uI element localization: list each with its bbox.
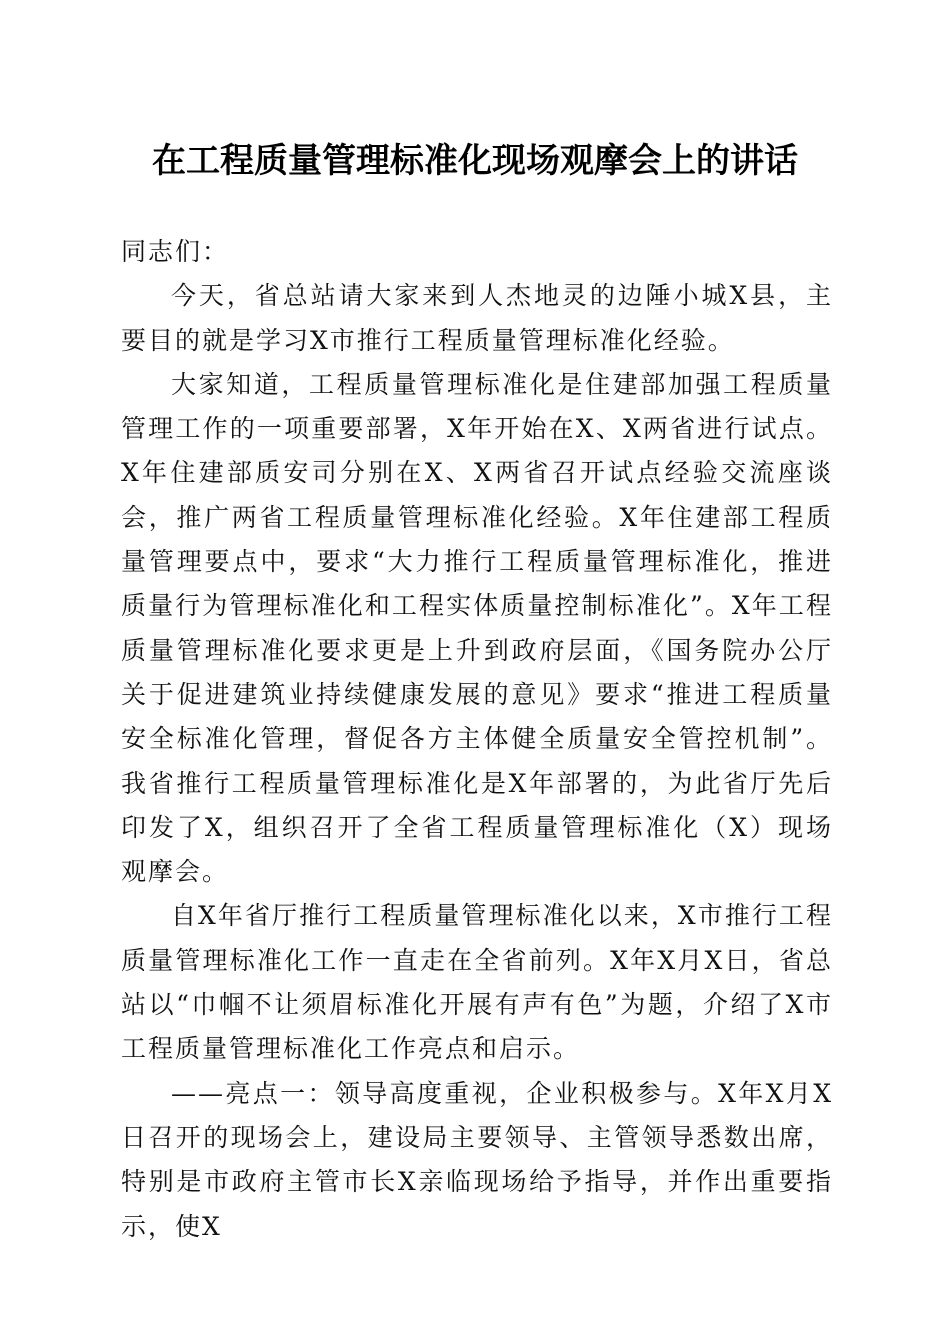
paragraph-3: 自X年省厅推行工程质量管理标准化以来，X市推行工程质量管理标准化工作一直走在全省前列。X年X月X日，省总站以“巾帼不让须眉标准化开展有声有色”为题，介绍了X市工程质量管理标准化工作亮点和启示。 (121, 901, 833, 1064)
document-title: 在工程质量管理标准化现场观摩会上的讲话 (152, 141, 798, 181)
document-body (121, 230, 833, 1249)
paragraph-4: ——亮点一：领导高度重视，企业积极参与。X年X月X日召开的现场会上，建设局主要领导、主管领导悉数出席，特别是市政府主管市长X亲临现场给予指导，并作出重要指示，使X (121, 1078, 833, 1241)
paragraph-2: 大家知道，工程质量管理标准化是住建部加强工程质量管理工作的一项重要部署，X年开始在X、X两省进行试点。X年住建部质安司分别在X、X两省召开试点经验交流座谈会，推广两省工程质量管理标准化经验。X年住建部工程质量管理要点中，要求“大力推行工程质量管理标准化，推进质量行为管理标准化和工程实体质量控制标准化”。X年工程质量管理标准化要求更是上升到政府层面，《国务院办公厅关于促进建筑业持续健康发展的意见》要求“推进工程质量安全标准化管理，督促各方主体健全质量安全管控机制”。我省推行工程质量管理标准化是X年部署的，为此省厅先后印发了X，组织召开了全省工程质量管理标准化（X）现场观摩会。 (121, 369, 833, 887)
paragraph-1: 今天，省总站请大家来到人杰地灵的边陲小城X县，主要目的就是学习X市推行工程质量管理标准化经验。 (121, 281, 833, 355)
salutation: 同志们： (121, 237, 230, 266)
